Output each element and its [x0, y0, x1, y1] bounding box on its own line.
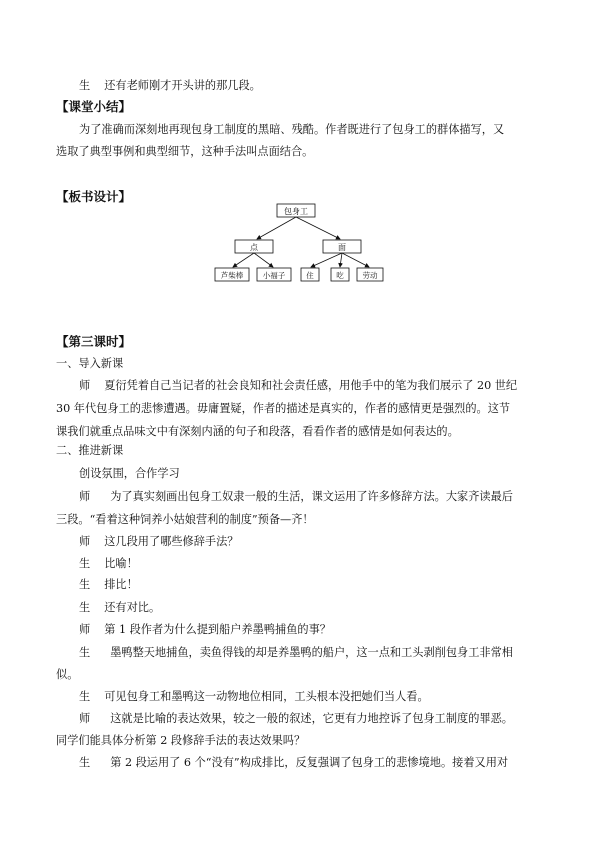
dialogue-line — [79, 711, 569, 727]
subheading: 创设氛围，合作学习 — [79, 467, 180, 480]
list-heading: 二、推进新课 — [56, 444, 124, 457]
speaker: 师 — [79, 623, 91, 636]
speaker: 师 — [79, 490, 91, 503]
dialogue-line — [79, 78, 569, 94]
paragraph-line: 三段。“看着这种饲养小姑娘营利的制度”预备—齐！ — [56, 513, 314, 526]
line-text: 第 2 段运用了 6 个“没有”构成排比，反复强调了包身工的悲惨境地。接着又用对 — [110, 756, 509, 769]
line-text: 夏衍凭着自己当记者的社会良知和社会责任感，用他手中的笔为我们展示了 20 世纪 — [104, 379, 518, 392]
dialogue-line — [79, 489, 569, 505]
line-text: 这就是比喻的表达效果，较之一般的叙述，它更有力地控诉了包身工制度的罪恶。 — [110, 712, 513, 725]
speaker: 生 — [79, 557, 91, 570]
dialogue-line — [79, 600, 569, 616]
line-text: 这几段用了哪些修辞手法？ — [104, 535, 239, 548]
paragraph-line: 30 年代包身工的悲惨遭遇。毋庸置疑，作者的描述是真实的，作者的感情更是强烈的。这节 — [56, 402, 511, 415]
line-text: 第 1 段作者为什么提到船户养墨鸭捕鱼的事？ — [104, 623, 331, 636]
speaker: 生 — [79, 578, 91, 591]
speaker: 师 — [79, 712, 91, 725]
diagram-leaf: 劳动 — [362, 271, 378, 280]
speaker: 生 — [79, 601, 91, 614]
diagram-root: 包身工 — [284, 207, 308, 216]
line-text: 墨鸭整天地捕鱼，卖鱼得钱的却是养墨鸭的船户，这一点和工头剥削包身工非常相 — [110, 646, 513, 659]
dialogue-line — [79, 534, 569, 550]
diagram-right: 面 — [338, 243, 346, 252]
section-heading-summary: 【课堂小结】 — [56, 99, 132, 114]
board-diagram — [205, 198, 395, 288]
diagram-leaf: 芦柴棒 — [220, 271, 244, 280]
paragraph-line: 似。 — [56, 668, 79, 681]
dialogue-line — [79, 378, 569, 394]
diagram-leaf: 住 — [306, 271, 314, 280]
line-text: 还有对比。 — [104, 601, 161, 614]
line-text: 比喻！ — [104, 557, 138, 570]
paragraph-line: 为了准确而深刻地再现包身工制度的黑暗、残酷。作者既进行了包身工的群体描写，又 — [79, 123, 505, 136]
paragraph-line: 选取了典型事例和典型细节，这种手法叫点面结合。 — [56, 145, 314, 158]
dialogue-line — [79, 689, 569, 705]
speaker: 生 — [79, 646, 91, 659]
dialogue-line — [79, 556, 569, 572]
dialogue-line — [79, 645, 569, 661]
speaker: 生 — [79, 756, 91, 769]
line-text: 还有老师刚才开头讲的那几段。 — [104, 79, 261, 92]
dialogue-line — [79, 622, 569, 638]
line-text: 可见包身工和墨鸭这一动物地位相同，工头根本没把她们当人看。 — [104, 690, 429, 703]
list-heading: 一、导入新课 — [56, 357, 124, 370]
section-heading-third: 【第三课时】 — [56, 334, 132, 349]
speaker: 生 — [79, 690, 91, 703]
paragraph-line: 课我们就重点品味文中有深刻内涵的句子和段落，看看作者的感情是如何表达的。 — [56, 425, 459, 438]
dialogue-line — [79, 577, 569, 593]
line-text: 排比！ — [104, 578, 138, 591]
speaker: 师 — [79, 379, 91, 392]
diagram-leaf: 吃 — [336, 271, 344, 280]
speaker: 生 — [79, 79, 91, 92]
diagram-left: 点 — [250, 243, 258, 252]
paragraph-line: 同学们能具体分析第 2 段修辞手法的表达效果吗？ — [56, 734, 306, 747]
dialogue-line — [79, 755, 569, 771]
diagram-leaf: 小福子 — [262, 271, 286, 280]
speaker: 师 — [79, 535, 91, 548]
line-text: 为了真实刻画出包身工奴隶一般的生活，课文运用了许多修辞方法。大家齐读最后 — [110, 490, 513, 503]
section-heading-board: 【板书设计】 — [56, 189, 132, 204]
